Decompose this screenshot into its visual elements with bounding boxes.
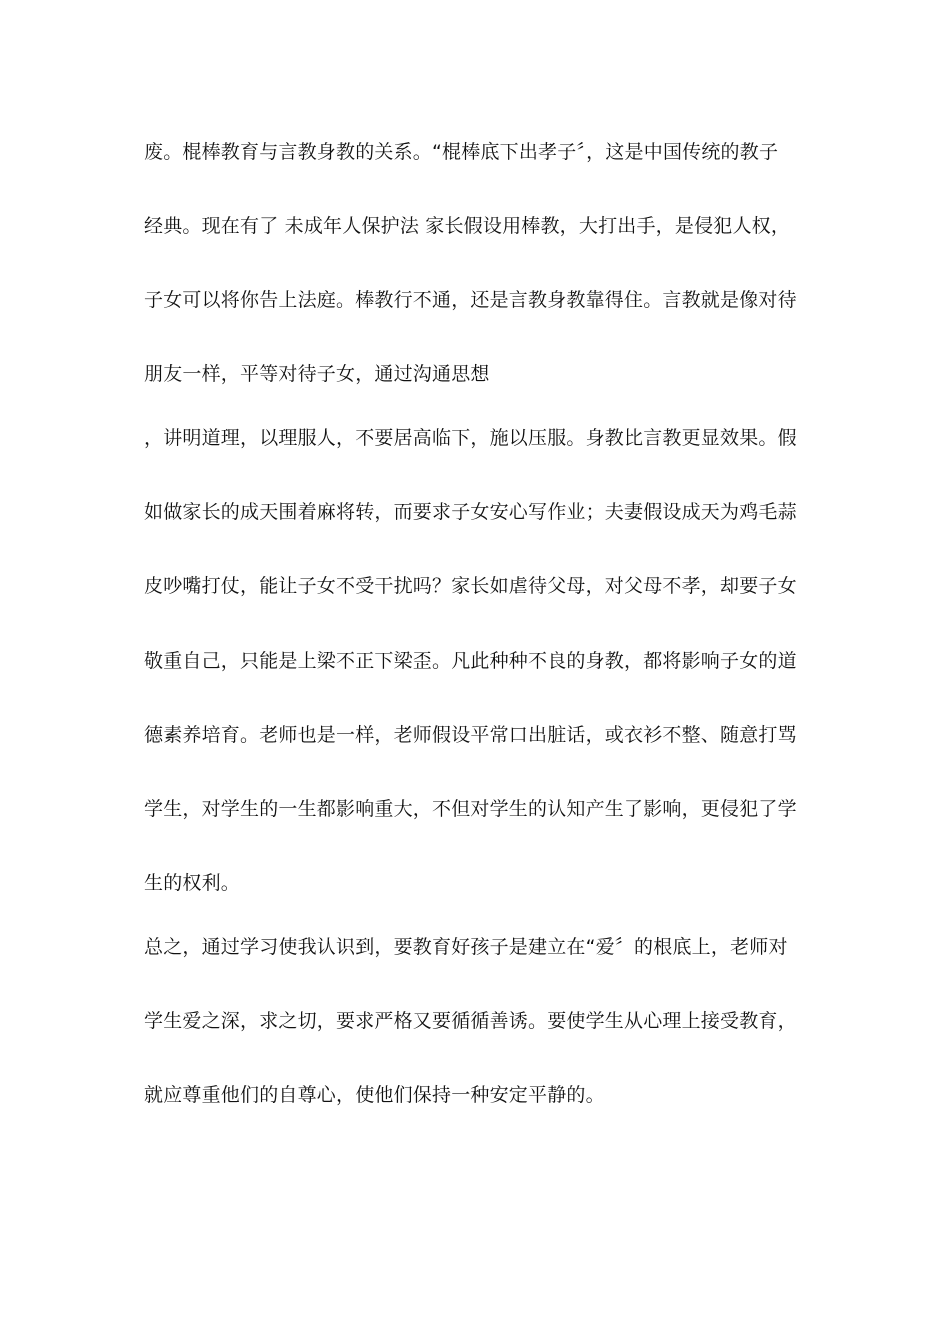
text-line: 子女可以将你告上法庭。棒教行不通，还是言教身教靠得住。言教就是像对待	[144, 289, 797, 311]
text-line: 如做家长的成天围着麻将转，而要求子女安心写作业；夫妻假设成天为鸡毛蒜	[144, 501, 797, 523]
text-line: 德素养培育。老师也是一样，老师假设平常口出脏话，或衣衫不整、随意打骂	[144, 724, 797, 746]
text-line: 就应尊重他们的自尊心，使他们保持一种安定平静的。	[144, 1084, 605, 1106]
text-line: 皮吵嘴打仗，能让子女不受干扰吗？家长如虐待父母，对父母不孝，却要子女	[144, 575, 797, 597]
text-line: 经典。现在有了 未成年人保护法 家长假设用棒教，大打出手，是侵犯人权，	[144, 215, 791, 237]
text-line: 学生，对学生的一生都影响重大，不但对学生的认知产生了影响，更侵犯了学	[144, 798, 797, 820]
text-line: 朋友一样，平等对待子女，通过沟通思想	[144, 363, 490, 385]
text-line: 废。棍棒教育与言教身教的关系。“棍棒底下出孝子〞，这是中国传统的教子	[144, 141, 779, 163]
text-line: 学生爱之深，求之切，要求严格又要循循善诱。要使学生从心理上接受教育，	[144, 1010, 797, 1032]
text-line: 敬重自己，只能是上梁不正下梁歪。凡此种种不良的身教，都将影响子女的道	[144, 650, 797, 672]
text-line: ，讲明道理，以理服人，不要居高临下，施以压服。身教比言教更显效果。假	[144, 427, 797, 449]
text-line: 生的权利。	[144, 872, 241, 894]
text-line: 总之，通过学习使我认识到，要教育好孩子是建立在“爱〞的根底上，老师对	[144, 936, 788, 958]
